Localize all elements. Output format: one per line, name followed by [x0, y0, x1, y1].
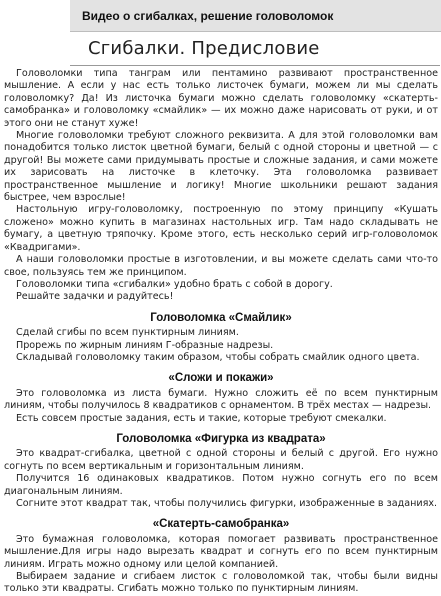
section-title-smiley: Головоломка «Смайлик» [150, 311, 292, 324]
header-title[interactable]: Видео о сгибалках, решение головоломок [82, 9, 334, 23]
fold-show-paragraph-2: Есть совсем простые задания, есть и такие, которые требуют смекалки. [16, 412, 387, 424]
tablecloth-paragraph-1: Это бумажная головоломка, которая помогает развивать пространственное мышление.Для игры надо вырезать квадрат и согнуть его по всем пунктирным линиям. Играть можно одному или целой компанией. [4, 533, 438, 570]
article-body [4, 68, 438, 596]
intro-paragraph-3: Настольную игру-головоломку, построенную по этому принципу «Кушать сложено» можно купить в магазинах настольных игр. Там надо складывать не бумагу, а цветную тряпочку. Кроме этого, есть несколько серий игр-головоломок «Квадригами». [4, 204, 438, 253]
intro-paragraph-6: Решайте задачки и радуйтесь! [16, 291, 174, 303]
tablecloth-paragraph-2: Выбираем задание и сгибаем листок с головоломкой так, чтобы были видны только эти квадраты. Сгибать можно только по пунктирным линиям. [4, 571, 438, 595]
page-title: Сгибалки. Предисловие [88, 38, 320, 59]
square-figure-paragraph-3: Согните этот квадрат так, чтобы получились фигурки, изображенные в заданиях. [16, 498, 438, 509]
smiley-step-3: Складывай головоломку таким образом, чтобы собрать смайлик одного цвета. [16, 351, 420, 363]
square-figure-paragraph-1: Это квадрат-сгибалка, цветной с одной стороны и белый с другой. Его нужно согнуть по всем вертикальным и горизонтальным линиям. [4, 448, 438, 472]
smiley-step-2: Прорежь по жирным линиям Г-образные надрезы. [16, 339, 274, 351]
title-divider [70, 65, 440, 66]
section-title-square-figure: Головоломка «Фигурка из квадрата» [116, 432, 326, 445]
fold-show-paragraph-1: Это головоломка из листа бумаги. Нужно сложить её по всем пунктирным линиям, чтобы получилось 8 квадратиков с орнаментом. В трёх местах — надрезы. [4, 387, 438, 412]
header-bar [70, 0, 441, 32]
intro-paragraph-4: А наши головоломки простые в изготовлении, и вы можете сделать сами что-то свое, пользуясь тем же принципом. [4, 254, 438, 278]
intro-paragraph-1: Головоломки типа танграм или пентамино развивают пространственное мышление. А если у нас есть только листочек бумаги, можем ли мы сделать головоломку? Да! Из листочка бумаги можно сделать головоломку «скатерть-самобранка» и головоломку «смайлик» — их можно даже нарисовать от руки, и от этого они не станут хуже! [4, 68, 438, 129]
intro-paragraph-5: Головоломки типа «сгибалки» удобно брать с собой в дорогу. [16, 278, 333, 290]
section-title-tablecloth: «Скатерть-самобранка» [152, 518, 290, 531]
intro-paragraph-2: Многие головоломки требуют сложного реквизита. А для этой головоломки вам понадобится только листок цветной бумаги, белый с одной стороны и цветной — с другой! Вы можете сами придумывать простые и сложные задания, и сами можете их зарисовать на листочке в клеточку. Эта головоломка развивает пространственное мышление и логику! Многие школьники решают задания быстрее, чем взрослые! [4, 130, 438, 204]
square-figure-paragraph-2: Получится 16 одинаковых квадратиков. Потом нужно согнуть его по всем диагональным линиям. [4, 473, 438, 497]
section-title-fold-show: «Сложи и покажи» [168, 372, 274, 385]
smiley-step-1: Сделай сгибы по всем пунктирным линиям. [16, 327, 239, 339]
